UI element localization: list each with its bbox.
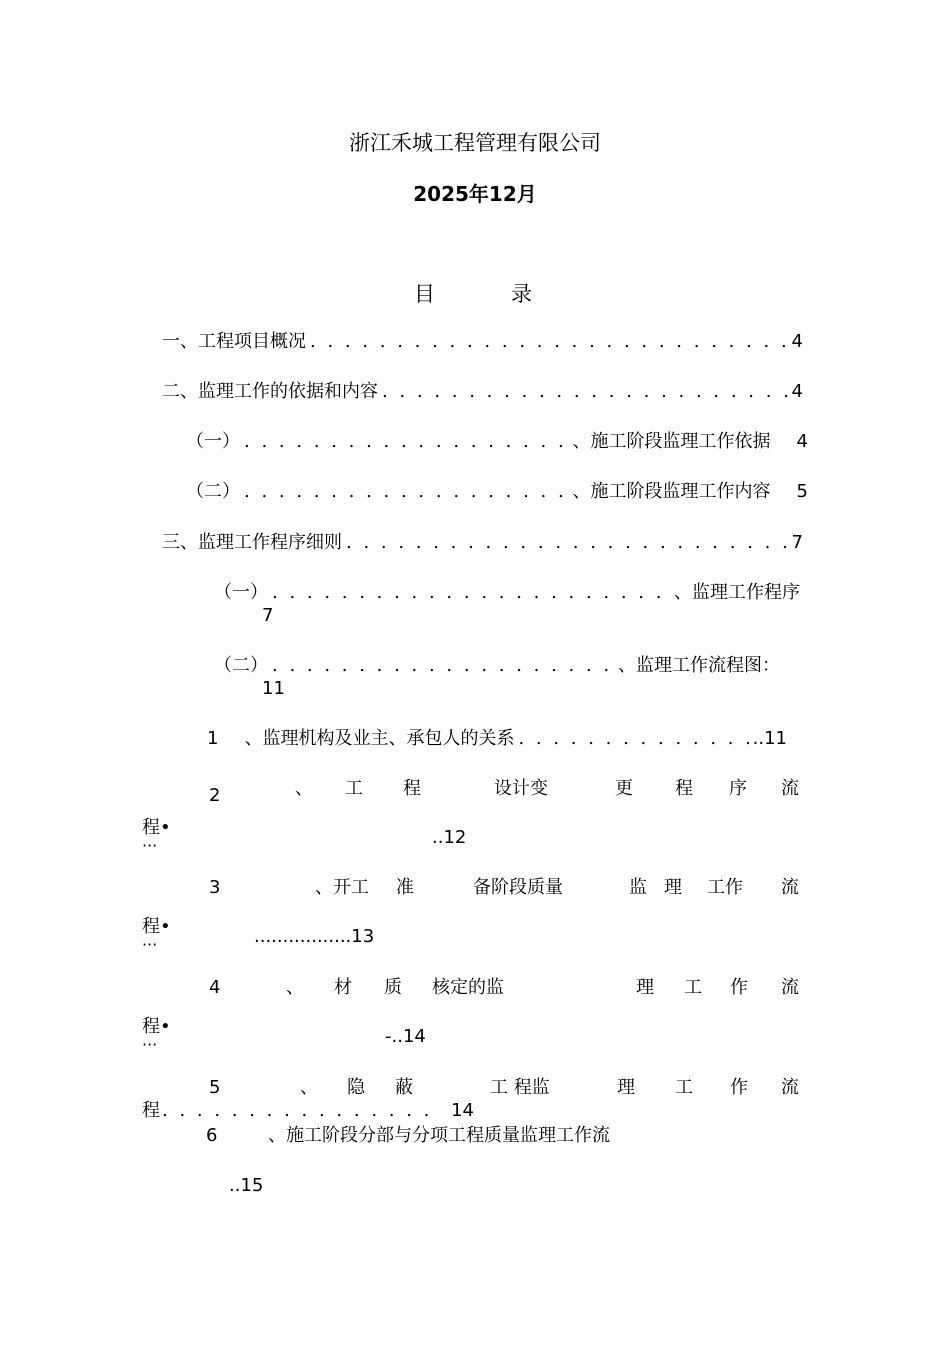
- toc-item-2-text: 程: [675, 778, 693, 799]
- toc-leader: [518, 730, 748, 748]
- toc-entry-2-1[interactable]: [186, 433, 808, 451]
- toc-item-1[interactable]: [207, 730, 787, 748]
- toc-item-3-text: 工作: [707, 877, 743, 898]
- toc-item-3-continuation: 程•: [142, 916, 171, 937]
- toc-title-char-2: 录: [511, 282, 532, 306]
- company-name: 浙江禾城工程管理有限公司: [349, 131, 601, 155]
- toc-leader: [272, 584, 670, 602]
- toc-item-4-text: 理: [636, 977, 654, 998]
- toc-entry-2-2[interactable]: [186, 483, 808, 501]
- toc-item-2-text: 流: [781, 778, 799, 799]
- toc-item-5-line-2[interactable]: [142, 1102, 474, 1120]
- toc-entry-label: 三、监理工作程序细则: [162, 532, 342, 553]
- toc-item-2-ellipsis: ···: [142, 836, 158, 855]
- toc-leader: [346, 534, 788, 552]
- toc-entry-page: 4: [791, 381, 803, 402]
- toc-leader: [272, 657, 614, 675]
- toc-entry-3-1-page: 7: [262, 605, 274, 626]
- toc-entry-label: 、监理工作流程图：: [618, 655, 780, 676]
- toc-leader: [310, 333, 788, 351]
- toc-item-5-text: 隐: [347, 1077, 365, 1098]
- toc-item-5-text: 流: [781, 1077, 799, 1098]
- toc-entry-prefix: （一）: [214, 582, 268, 603]
- toc-item-4-ellipsis: ···: [142, 1035, 158, 1054]
- toc-item-4-text: 工: [684, 977, 702, 998]
- toc-entry-prefix: （二）: [214, 655, 268, 676]
- toc-item-2-text: 、: [295, 778, 313, 799]
- toc-entry-1[interactable]: [162, 333, 803, 351]
- toc-entry-3-1[interactable]: [214, 584, 800, 602]
- toc-item-2-continuation: 程•: [142, 817, 171, 838]
- toc-entry-page: 7: [791, 532, 803, 553]
- toc-item-6-number: 6: [206, 1125, 218, 1146]
- toc-item-6-text: 、施工阶段分部与分项工程质量监理工作流: [268, 1125, 610, 1146]
- toc-entry-label: 、施工阶段监理工作内容: [572, 481, 771, 502]
- toc-leader: [162, 1102, 437, 1120]
- toc-item-2-text: 设计变: [494, 778, 548, 799]
- toc-item-4-text: 质: [384, 977, 402, 998]
- toc-item-3-text: 监: [629, 877, 647, 898]
- toc-item-3-number: 3: [209, 877, 221, 898]
- toc-item-3-text: 理: [664, 877, 682, 898]
- toc-item-4-text: 材: [334, 977, 352, 998]
- toc-item-5-continuation: 程: [142, 1100, 160, 1121]
- toc-item-4-text: 作: [730, 977, 748, 998]
- toc-entry-prefix: （二）: [186, 481, 240, 502]
- toc-entry-label: 二、监理工作的依据和内容: [162, 381, 378, 402]
- toc-item-2-text: 程: [403, 778, 421, 799]
- toc-entry-page: 4: [791, 331, 803, 352]
- toc-item-3-text: 准: [396, 877, 414, 898]
- toc-item-3-page[interactable]: .................13: [254, 926, 375, 947]
- toc-item-4-text: 流: [781, 977, 799, 998]
- toc-item-label: 、监理机构及业主、承包人的关系: [244, 728, 515, 749]
- toc-entry-label: 、监理工作程序: [674, 582, 800, 603]
- toc-item-4-text: 、: [286, 977, 304, 998]
- toc-item-2-text: 序: [729, 778, 747, 799]
- toc-item-5-text: 作: [730, 1077, 748, 1098]
- toc-item-5-text: 理: [617, 1077, 635, 1098]
- toc-item-3-text: 流: [781, 877, 799, 898]
- toc-item-3-ellipsis: ···: [142, 935, 158, 954]
- toc-entry-prefix: （一）: [186, 431, 240, 452]
- toc-entry-label: 一、工程项目概况: [162, 331, 306, 352]
- toc-item-2-text: 更: [615, 778, 633, 799]
- toc-item-5-text: 工 程监: [490, 1077, 550, 1098]
- toc-item-2-page[interactable]: ..12: [432, 827, 467, 848]
- toc-item-5-number: 5: [209, 1077, 221, 1098]
- toc-item-4-text: 核定的监: [432, 977, 504, 998]
- toc-leader: [382, 383, 788, 401]
- toc-entry-page: 4: [796, 431, 808, 452]
- toc-title-char-1: 目: [414, 282, 435, 306]
- document-date: 2025年12月: [413, 182, 537, 206]
- toc-entry-3[interactable]: [162, 534, 803, 552]
- toc-item-3-text: 备阶段质量: [473, 877, 563, 898]
- toc-leader: [244, 483, 569, 501]
- toc-leader: [244, 433, 569, 451]
- toc-entry-page: 5: [796, 481, 808, 502]
- toc-entry-label: 、施工阶段监理工作依据: [572, 431, 771, 452]
- toc-item-4-continuation: 程•: [142, 1016, 171, 1037]
- toc-entry-3-2-page: 11: [262, 678, 285, 699]
- toc-item-5-text: 蔽: [395, 1077, 413, 1098]
- toc-item-3-text: 、开工: [315, 877, 369, 898]
- toc-entry-3-2[interactable]: [214, 657, 780, 675]
- toc-item-4-number: 4: [209, 977, 221, 998]
- toc-item-page: ..11: [752, 728, 787, 749]
- toc-item-2-number: 2: [209, 785, 221, 806]
- toc-entry-2[interactable]: [162, 383, 803, 401]
- toc-item-number: 1: [207, 728, 219, 749]
- toc-item-5-page: 14: [451, 1100, 474, 1121]
- toc-item-4-page[interactable]: -..14: [385, 1026, 426, 1047]
- toc-item-6-page[interactable]: ..15: [229, 1175, 264, 1196]
- toc-item-2-text: 工: [345, 778, 363, 799]
- toc-item-5-text: 、: [300, 1077, 318, 1098]
- toc-item-5-text: 工: [675, 1077, 693, 1098]
